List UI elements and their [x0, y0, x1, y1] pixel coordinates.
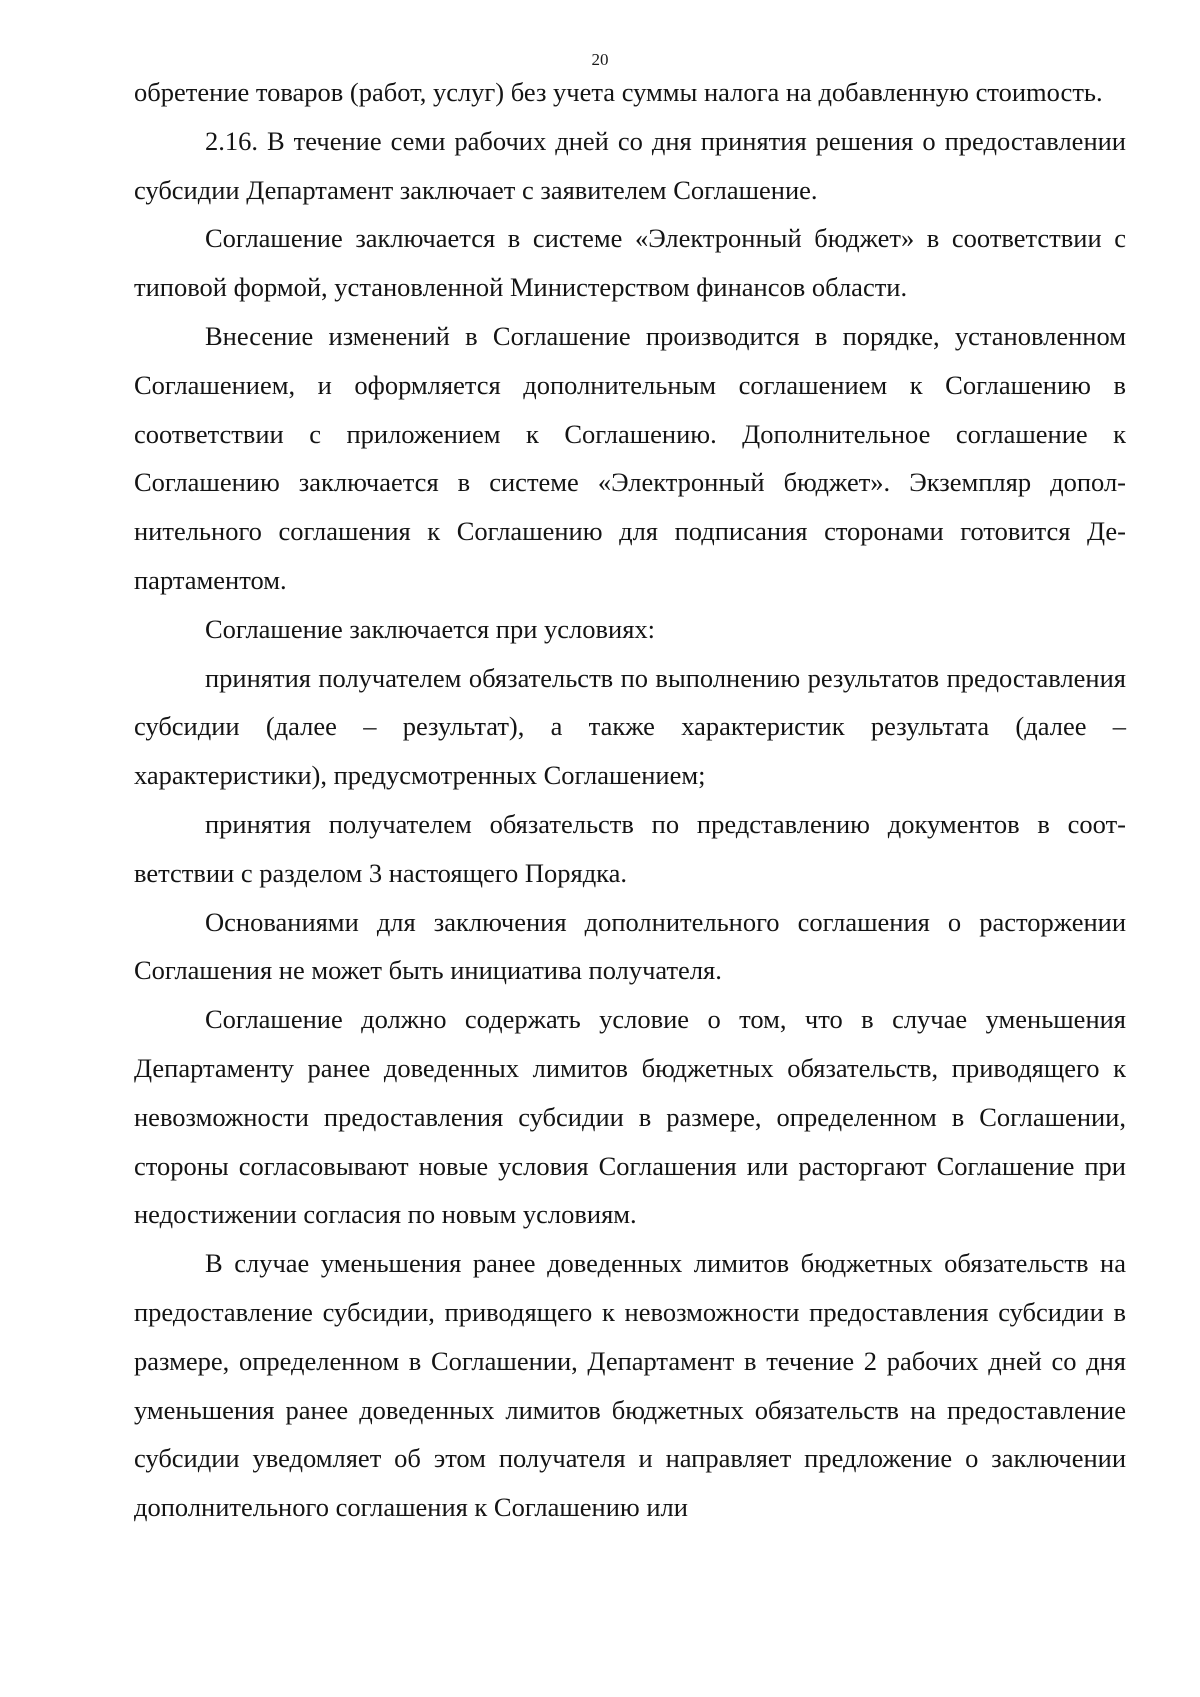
paragraph-condition-documents: принятия получателем обязательств по представлению документов в соответствии с разделом 3 настоящего Порядка. — [134, 808, 1126, 888]
paragraph-clause-2-16: 2.16. В течение семи рабочих дней со дня принятия решения о предоставлении субсидии Департамент заключает с заявителем Соглашение. — [134, 125, 1126, 205]
paragraph-termination-grounds: Основаниями для заключения дополнительного соглашения о расторжении Соглашения не может быть инициатива получателя. — [134, 906, 1126, 986]
paragraph-limits-reduction-clause: Соглашение должно содержать условие о том, что в случае уменьшения Департаменту ранее доведенных лимитов бюджетных обязательств, приводящего к невозможности предоставления субсидии в размере, определенном в Соглашении, стороны согласовывают новые условия Соглашения или расторгают Соглашение при недостижении согласия по новым условиям. — [134, 1004, 1126, 1230]
paragraph-condition-results: принятия получателем обязательств по выполнению результатов предоставления субсидии (далее – результат), а также характеристик результата (далее – характеристики), предусмотренных Соглашением; — [134, 662, 1126, 791]
paragraph-conditions-heading: Соглашение заключается при условиях: — [205, 613, 656, 644]
paragraph-agreement-system: Соглашение заключается в системе «Электронный бюджет» в соответствии с типовой формой, установленной Министерством финансов области. — [134, 223, 1126, 303]
paragraph-agreement-changes: Внесение изменений в Соглашение производится в порядке, установленном Соглашением, и оформляется дополнительным соглашением к Соглашению в соответствии с приложением к Соглашению. Дополнительное соглашение к Соглашению заключается в системе «Электронный бюджет». Экземпляр дополнительного соглашения к Соглашению для подписания сторонами готовится Департаментом. — [134, 320, 1126, 595]
page-number: 20 — [591, 50, 609, 69]
document-body — [134, 68, 1126, 1532]
paragraph-limits-reduction-procedure: В случае уменьшения ранее доведенных лимитов бюджетных обязательств на предоставление субсидии, приводящего к невозможности предоставления субсидии в размере, определенном в Соглашении, Департамент в течение 2 рабочих дней со дня уменьшения ранее доведенных лимитов бюджетных обязательств на предоставление субсидии уведомляет об этом получателя и направляет предложение о заключении дополнительного соглашения к Соглашению или — [134, 1248, 1126, 1523]
paragraph-continuation: обретение товаров (работ, услуг) без учета суммы налога на добавленную стоиmость. — [134, 77, 1103, 107]
